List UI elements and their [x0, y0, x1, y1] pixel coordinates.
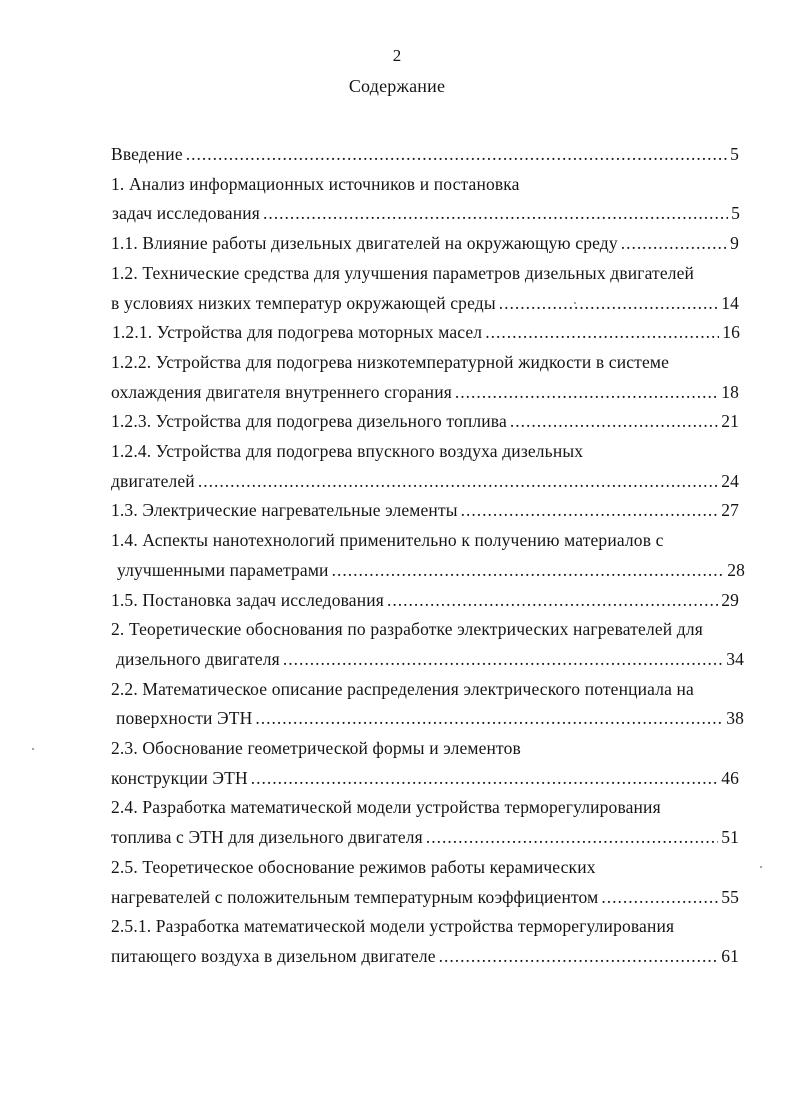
toc-entry-text: охлаждения двигателя внутреннего сгорания	[111, 381, 452, 402]
dot-leader	[621, 232, 727, 254]
dot-leader	[387, 589, 718, 611]
toc-page-number: 18	[721, 381, 739, 402]
toc-line	[112, 321, 740, 343]
toc-entry-text: в условиях низких температур окружающей среды	[111, 292, 496, 313]
dot-leader	[198, 470, 718, 492]
toc-line	[111, 886, 739, 908]
toc-entry-text: топлива с ЭТН для дизельного двигателя	[111, 827, 423, 848]
dot-leader	[255, 707, 723, 729]
dot-leader	[601, 886, 718, 908]
page-title: Содержание	[348, 76, 446, 96]
toc-entry-text: 2. Теоретические обоснования по разработке электрических нагревателей для	[111, 619, 703, 640]
toc-line	[111, 381, 739, 403]
toc-entry-text: поверхности ЭТН	[116, 708, 253, 729]
dot-leader	[263, 202, 728, 224]
toc-page-number: 24	[721, 470, 739, 491]
toc-line	[111, 589, 739, 611]
toc-line	[111, 529, 739, 551]
toc-entry-text: 1.1. Влияние работы дизельных двигателей на окружающую среду	[111, 233, 618, 254]
toc-entry-text: 1.2. Технические средства для улучшения параметров дизельных двигателей	[111, 262, 695, 283]
dot-leader	[251, 767, 718, 789]
toc-line	[116, 707, 744, 729]
toc-entry-text: дизельного двигателя	[116, 648, 280, 669]
toc-entry-text: нагревателей с положительным температурным коэффициентом	[111, 886, 599, 907]
toc-entry-text: 1.4. Аспекты нанотехнологий применительно к получению материалов с	[111, 530, 664, 551]
dot-leader	[455, 381, 718, 403]
toc-entry-text: 1.2.4. Устройства для подогрева впускного воздуха дизельных	[111, 441, 584, 461]
toc-entry-text: 1.3. Электрические нагревательные элементы	[111, 500, 458, 521]
toc-entry-text: 1.2.3. Устройства для подогрева дизельного топлива	[111, 411, 507, 432]
toc-page-number: 34	[726, 648, 744, 669]
scan-speck	[760, 866, 762, 868]
toc-line	[111, 945, 739, 967]
toc-line	[111, 351, 739, 373]
toc-entry-text: 2.2. Математическое описание распределения электрического потенциала на	[111, 678, 694, 699]
toc-line	[111, 737, 739, 759]
toc-entry-text: улучшенными параметрами	[117, 559, 329, 580]
toc-page-number: 61	[721, 945, 739, 966]
toc-entry-text: 1.2.1. Устройства для подогрева моторных масел	[112, 322, 483, 343]
toc-line	[111, 262, 739, 284]
toc-page-number: 38	[726, 708, 744, 729]
toc-page-number: 14	[721, 292, 739, 313]
toc-entry-text: 2.5.1. Разработка математической модели устройства терморегулирования	[111, 916, 675, 937]
toc-line	[111, 618, 739, 640]
toc-page-number: 21	[721, 411, 739, 432]
toc-line	[111, 678, 739, 700]
toc-line	[111, 470, 739, 492]
toc-page-number: 5	[730, 144, 739, 164]
toc-line	[111, 410, 739, 432]
toc-page-number: 29	[721, 589, 739, 610]
toc-line	[111, 856, 739, 878]
toc-page-number: 9	[730, 233, 739, 254]
dot-leader	[510, 410, 718, 432]
dot-leader	[499, 292, 718, 314]
toc-line	[111, 915, 739, 937]
toc-entry-text: конструкции ЭТН	[111, 767, 248, 788]
toc-page-number: 16	[722, 322, 740, 343]
toc-line	[111, 440, 739, 462]
toc-line	[111, 232, 739, 254]
page-number: 2	[392, 46, 402, 65]
toc-entry-text: питающего воздуха в дизельном двигателе	[111, 945, 436, 966]
dot-leader	[186, 143, 727, 165]
toc-line	[112, 202, 740, 224]
toc-line	[111, 826, 739, 848]
dot-leader	[283, 648, 723, 670]
toc-line	[111, 767, 739, 789]
toc-page-number: 27	[721, 500, 739, 521]
toc-page-number: 51	[721, 827, 739, 848]
toc-entry-text: 1.5. Постановка задач исследования	[111, 589, 384, 610]
toc-entry-text: 2.4. Разработка математической модели устройства терморегулирования	[111, 797, 661, 818]
toc-entry-text: 1. Анализ информационных источников и постановка	[111, 173, 520, 194]
toc-line	[111, 499, 739, 521]
toc-page-number: 46	[721, 767, 739, 788]
dot-leader	[332, 559, 725, 581]
toc-page-number: 28	[727, 559, 745, 580]
toc-entry-text: 2.3. Обоснование геометрической формы и элементов	[111, 738, 521, 758]
dot-leader	[439, 945, 719, 967]
toc-line	[111, 796, 739, 818]
dot-leader	[485, 321, 719, 343]
toc-page-number: 5	[731, 203, 740, 224]
scan-speck	[574, 302, 576, 304]
toc-line	[111, 143, 739, 165]
dot-leader	[461, 499, 719, 521]
toc-page-number: 55	[721, 886, 739, 907]
toc-line	[111, 292, 739, 314]
toc-entry-text: двигателей	[111, 470, 195, 491]
toc-entry-text: 2.5. Теоретическое обоснование режимов работы керамических	[111, 856, 596, 877]
toc-line	[116, 648, 744, 670]
toc-entry-text: задач исследования	[112, 203, 260, 224]
toc-entry-text: Введение	[111, 144, 183, 164]
dot-leader	[426, 826, 718, 848]
scan-speck	[32, 748, 34, 750]
toc-line	[111, 173, 739, 195]
toc-entry-text: 1.2.2. Устройства для подогрева низкотемпературной жидкости в системе	[111, 351, 670, 372]
toc-line	[117, 559, 745, 581]
